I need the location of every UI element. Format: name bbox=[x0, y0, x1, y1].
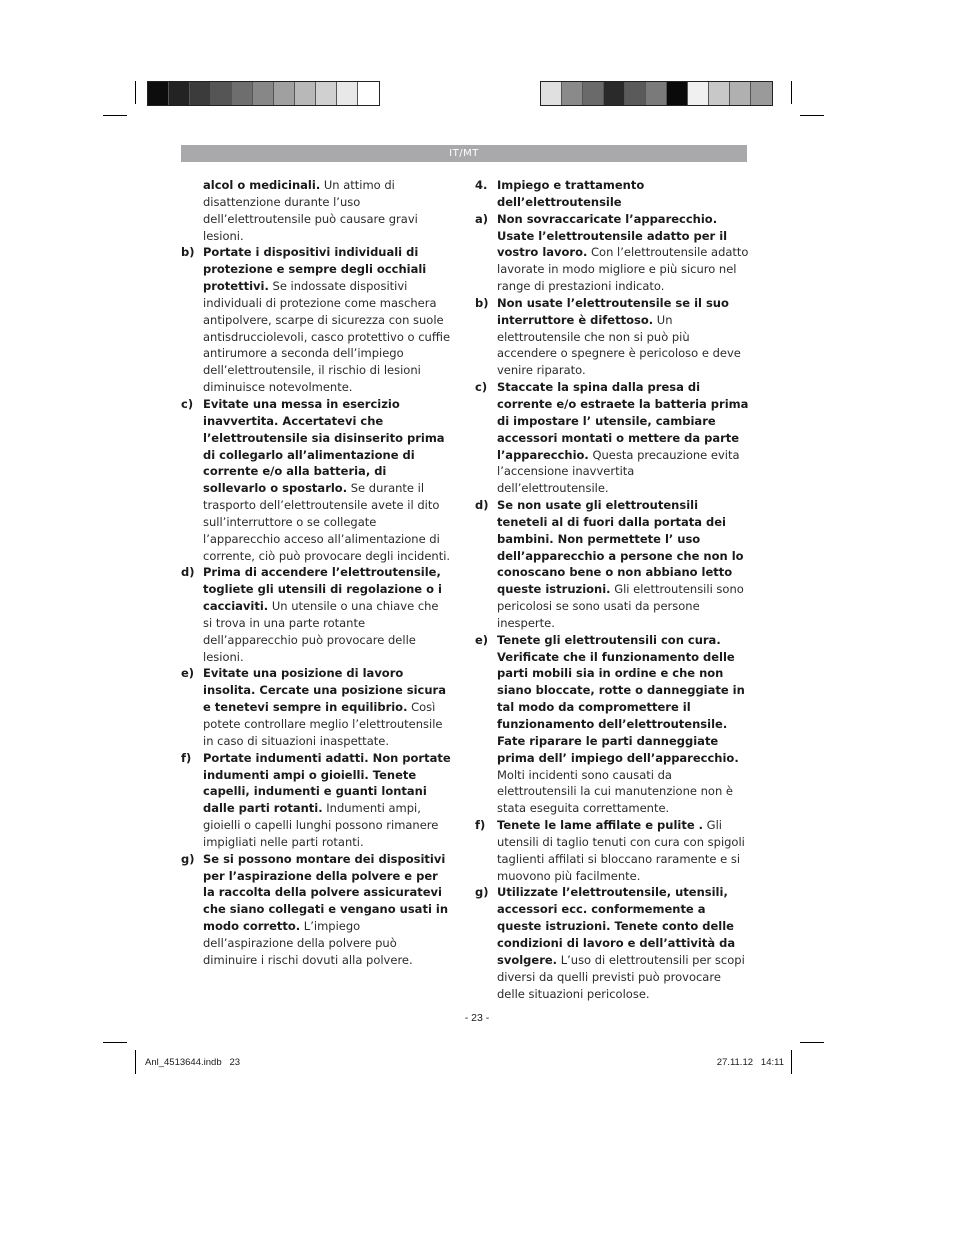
item-body: Con l’elettroutensile adatto lavorate in modo migliore e più sicuro nel range di prestazioni indicato. bbox=[497, 245, 749, 294]
item-body: Indumenti ampi, gioielli o capelli lunghi possono rimanere impigliati nelle parti rotanti. bbox=[203, 801, 439, 849]
item-body: Se durante il trasporto dell’elettroutensile avete il dito sull’interruttore o se collegate l’apparecchio acceso all’alimentazione di corrente, ciò può provocare degli incidenti. bbox=[203, 481, 451, 563]
item-body: Un utensile o una chiave che si trova in una parte rotante dell’apparecchio può provocare delle lesioni. bbox=[203, 599, 439, 664]
item-label: g) bbox=[181, 851, 195, 866]
instruction-item bbox=[181, 244, 451, 396]
item-body: L’uso di elettroutensili per scopi diversi da quelli previsti può provocare delle situazioni pericolose. bbox=[497, 952, 745, 1001]
color-swatch bbox=[274, 82, 295, 105]
color-swatch bbox=[688, 82, 709, 105]
page-number: - 23 - bbox=[464, 1012, 490, 1024]
item-label: f) bbox=[475, 818, 486, 833]
color-swatch bbox=[730, 82, 751, 105]
instruction-item bbox=[475, 884, 749, 1002]
footer-file-name: Anl_4513644.indb 23 bbox=[145, 1057, 241, 1068]
item-label: a) bbox=[475, 211, 489, 226]
item-body: Molti incidenti sono causati da elettroutensili la cui manutenzione non è stata eseguita correttamente. bbox=[497, 767, 733, 816]
color-swatch bbox=[211, 82, 232, 105]
language-header-band bbox=[181, 145, 747, 162]
instruction-item bbox=[475, 177, 749, 211]
item-label: c) bbox=[475, 380, 488, 395]
color-swatch bbox=[751, 82, 772, 105]
crop-mark bbox=[103, 1042, 127, 1043]
color-swatch bbox=[358, 82, 379, 105]
item-heading: Non sovraccaricate l’apparecchio. Usate l’elettroutensile adatto per il vostro lavoro. bbox=[497, 211, 728, 260]
instruction-item bbox=[181, 851, 451, 969]
color-swatch bbox=[316, 82, 337, 105]
color-swatch bbox=[583, 82, 604, 105]
color-swatch bbox=[541, 82, 562, 105]
color-swatch bbox=[709, 82, 730, 105]
item-body: Un attimo di disattenzione durante l’uso dell’elettroutensile può causare gravi lesioni. bbox=[203, 178, 418, 243]
crop-mark bbox=[791, 1050, 792, 1074]
item-heading: Prima di accendere l’elettroutensile, togliete gli utensili di regolazione o i cacciaviti. bbox=[203, 565, 442, 614]
item-label: g) bbox=[475, 885, 489, 900]
crop-mark bbox=[103, 115, 127, 116]
color-swatch bbox=[295, 82, 316, 105]
item-body: L’impiego dell’aspirazione della polvere può diminuire i rischi dovuti alla polvere. bbox=[203, 919, 413, 967]
item-heading: Tenete gli elettroutensili con cura. Verificate che il funzionamento delle parti mobili sia in ordine e che non siano bloccate, rotte o danneggiate in tal modo da compromettere il funzionamento dell’elettroutensile. Fate riparare le parti danneggiate prima dell’ impiego dell’apparecchio. bbox=[497, 632, 745, 765]
instruction-item bbox=[181, 177, 451, 244]
item-body: Questa precauzione evita l’accensione inavvertita dell’elettroutensile. bbox=[497, 447, 740, 496]
item-label: 4. bbox=[475, 178, 488, 192]
color-swatch bbox=[667, 82, 688, 105]
item-heading: Evitate una posizione di lavoro insolita. Cercate una posizione sicura e tenetevi sempre in equilibrio. bbox=[203, 666, 446, 715]
color-swatch bbox=[253, 82, 274, 105]
right-column bbox=[475, 177, 749, 1002]
item-heading: Tenete le lame affilate e pulite . bbox=[497, 818, 704, 833]
item-label: f) bbox=[181, 750, 192, 765]
item-heading: Non usate l’elettroutensile se il suo interruttore è difettoso. bbox=[497, 295, 729, 327]
item-heading: Staccate la spina dalla presa di corrente e/o estraete la batteria prima di impostare l’ utensile, cambiare accessori montati o mettere da parte l’apparecchio. bbox=[497, 380, 749, 462]
item-label: d) bbox=[181, 565, 195, 580]
item-body: Gli elettroutensili sono pericolosi se sono usati da persone inesperte. bbox=[497, 582, 744, 630]
instruction-item bbox=[181, 564, 451, 665]
left-column bbox=[181, 177, 451, 969]
instruction-item bbox=[475, 211, 749, 295]
item-heading: Evitate una messa in esercizio inavvertita. Accertatevi che l’elettroutensile sia disinserito prima di collegarlo all’alimentazione di corrente e/o alla batteria, di sollevarlo o spostarlo. bbox=[203, 396, 445, 496]
color-swatch bbox=[190, 82, 211, 105]
color-swatch bbox=[148, 82, 169, 105]
item-heading: alcol o medicinali. bbox=[203, 178, 321, 192]
item-heading: Portate i dispositivi individuali di protezione e sempre degli occhiali protettivi. bbox=[203, 245, 427, 294]
crop-mark bbox=[135, 1050, 136, 1074]
instruction-item bbox=[475, 295, 749, 379]
color-swatch bbox=[625, 82, 646, 105]
instruction-item bbox=[181, 396, 451, 564]
item-label: b) bbox=[475, 295, 489, 310]
item-label: d) bbox=[475, 498, 489, 513]
color-swatch bbox=[169, 82, 190, 105]
instruction-item bbox=[475, 497, 749, 632]
instruction-item bbox=[181, 665, 451, 749]
item-label: e) bbox=[181, 666, 195, 681]
color-calibration-bar-left bbox=[147, 81, 380, 106]
crop-mark bbox=[791, 81, 792, 104]
color-swatch bbox=[337, 82, 358, 105]
color-swatch bbox=[232, 82, 253, 105]
item-label: c) bbox=[181, 396, 194, 411]
instruction-item bbox=[475, 817, 749, 884]
color-swatch bbox=[562, 82, 583, 105]
item-heading: Se non usate gli elettroutensili teneteli al di fuori dalla portata dei bambini. Non permettete l’ uso dell’apparecchio a persone che non lo conoscano bene o non abbiano letto queste istruzioni. bbox=[497, 498, 744, 597]
instruction-item bbox=[475, 632, 749, 817]
item-body: Se indossate dispositivi individuali di protezione come maschera antipolvere, scarpe di sicurezza con suole antisdrucciolevoli, casco protettivo o cuffie antirumore a seconda dell’impiego dell’elettroutensile, il rischio di lesioni diminuisce notevolmente. bbox=[203, 279, 451, 395]
item-label: b) bbox=[181, 245, 195, 260]
item-body: Così potete controllare meglio l’elettroutensile in caso di situazioni inaspettate. bbox=[203, 700, 443, 748]
instruction-item bbox=[181, 750, 451, 851]
footer-date-time: 27.11.12 14:11 bbox=[716, 1057, 784, 1068]
crop-mark bbox=[800, 115, 824, 116]
crop-mark bbox=[800, 1042, 824, 1043]
color-swatch bbox=[646, 82, 667, 105]
item-label: e) bbox=[475, 632, 489, 647]
crop-mark bbox=[135, 81, 136, 104]
item-heading: Se si possono montare dei dispositivi per l’aspirazione della polvere e per la raccolta della polvere assicuratevi che siano collegati e vengano usati in modo corretto. bbox=[203, 851, 449, 934]
item-heading: Portate indumenti adatti. Non portate indumenti ampi o gioielli. Tenete capelli, indumenti e guanti lontani dalle parti rotanti. bbox=[203, 750, 451, 816]
item-body: Un elettroutensile che non si può più accendere o spegnere è pericoloso e deve venire riparato. bbox=[497, 312, 741, 378]
instruction-item bbox=[475, 379, 749, 497]
item-body: Gli utensili di taglio tenuti con cura con spigoli taglienti affilati si bloccano raramente e si muovono più facilmente. bbox=[497, 818, 745, 883]
language-code: IT/MT bbox=[449, 148, 479, 159]
color-swatch bbox=[604, 82, 625, 105]
item-heading: Impiego e trattamento dell’elettroutensile bbox=[497, 178, 645, 209]
item-heading: Utilizzate l’elettroutensile, utensili, accessori ecc. conformemente a queste istruzioni. Tenete conto delle condizioni di lavoro e dell’attività da svolgere. bbox=[497, 885, 736, 967]
color-calibration-bar-right bbox=[540, 81, 773, 106]
